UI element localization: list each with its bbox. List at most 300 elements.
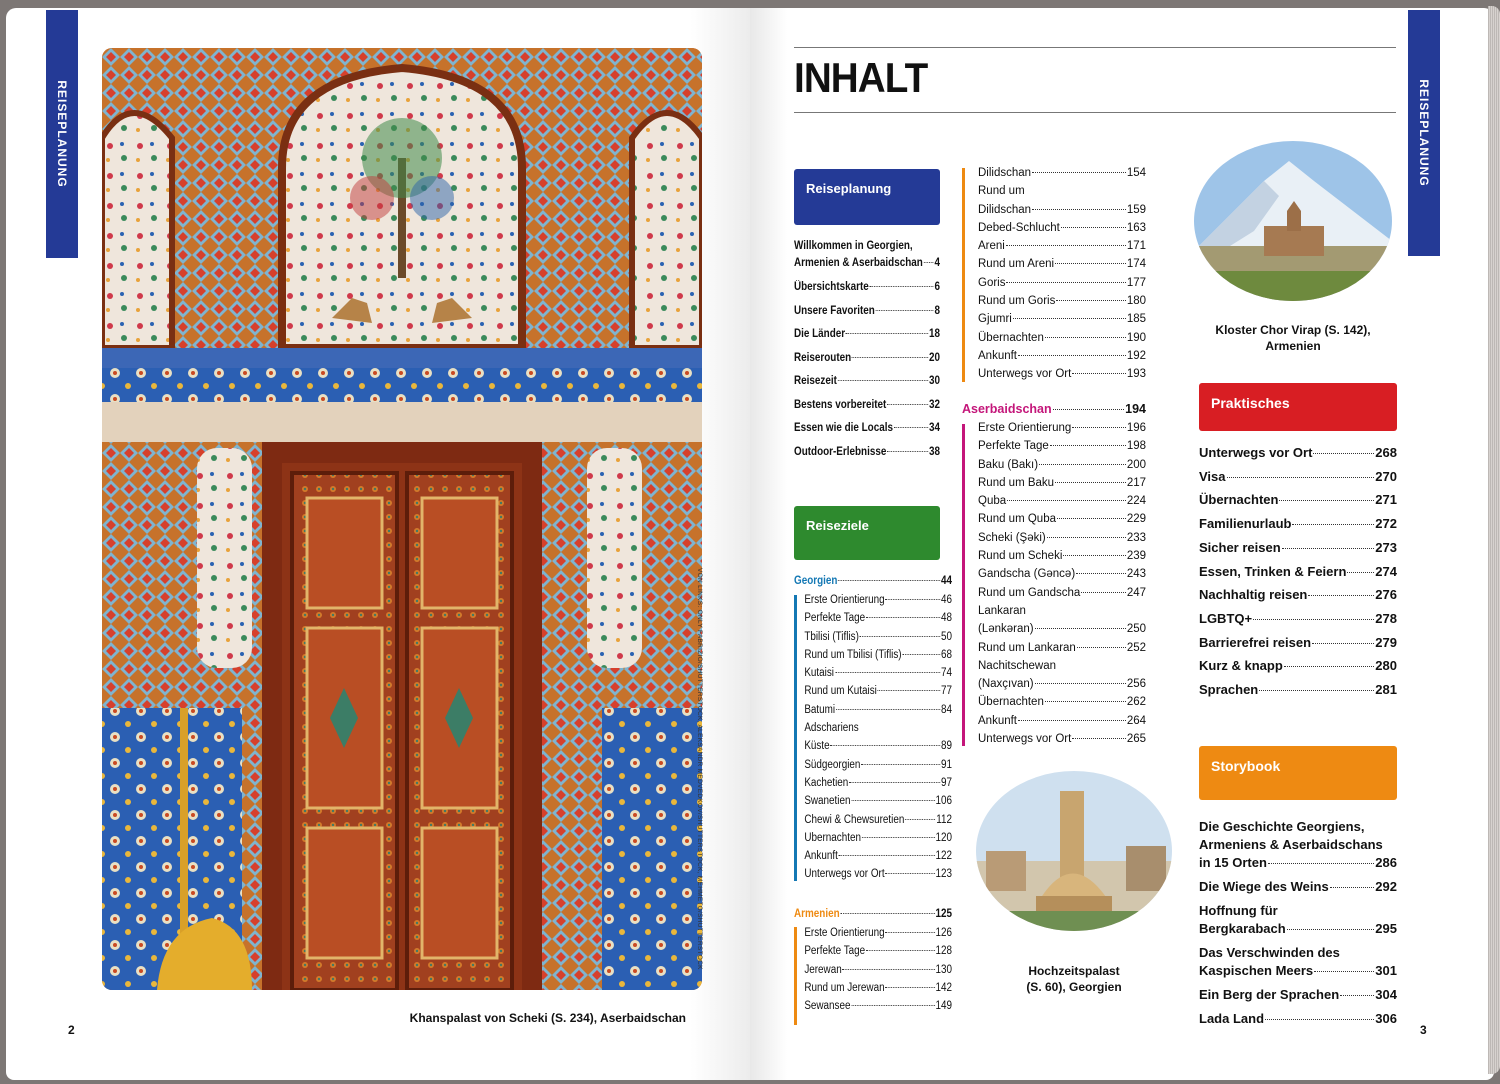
toc-entry[interactable] [794, 701, 952, 719]
toc-entry-label: Barrierefrei reisen [1199, 634, 1312, 650]
toc-entry-page: 77 [941, 685, 953, 698]
photo-caption: Khanspalast von Scheki (S. 234), Aserbaidschan [409, 1011, 686, 1025]
toc-leader-dots [1077, 647, 1126, 648]
toc-entry-page: 74 [941, 667, 953, 680]
toc-entry-label: Sprachen [1199, 682, 1259, 698]
toc-entry-page: 192 [1126, 349, 1146, 362]
toc-entry-label: Die Länder [794, 328, 846, 340]
toc-row [804, 682, 952, 700]
toc-row [804, 774, 952, 792]
toc-entry-label: Nachhaltig reisen [1199, 587, 1308, 603]
toc-entry-page: 265 [1126, 733, 1146, 746]
toc-leader-dots [924, 262, 934, 263]
toc-row [1199, 607, 1397, 631]
toc-entry[interactable] [1199, 488, 1397, 512]
toc-leader-dots [885, 932, 934, 933]
toc-entry-label: Bestens vorbereitet [794, 398, 887, 411]
toc-row [794, 417, 940, 441]
toc-entry[interactable] [962, 712, 1146, 730]
toc-entry-page: 194 [1125, 402, 1146, 416]
toc-entry-page: 91 [941, 758, 953, 771]
toc-entry[interactable] [962, 584, 1146, 602]
toc-entry-label: LGBTQ+ [1199, 610, 1253, 626]
toc-entry[interactable] [978, 329, 1146, 347]
toc-entry-page: 97 [941, 776, 953, 789]
toc-leader-dots [887, 404, 928, 405]
toc-entry[interactable] [794, 591, 952, 609]
toc-row [1199, 488, 1397, 512]
toc-entry-page: 274 [1375, 563, 1397, 579]
toc-row [1199, 631, 1397, 655]
toc-row [804, 979, 952, 997]
toc-entry-page: 224 [1126, 495, 1146, 508]
section-side-tab [46, 10, 78, 258]
toc-row [978, 474, 1146, 492]
toc-georgien [794, 571, 952, 884]
toc-entry[interactable] [794, 979, 952, 997]
toc-row [804, 628, 952, 646]
toc-entry-label: Familienurlaub [1199, 516, 1292, 532]
toc-entry[interactable] [1199, 878, 1397, 896]
toc-leader-dots [1057, 518, 1126, 519]
toc-entry-label: Perfekte Tage [978, 440, 1049, 453]
toc-entry[interactable] [978, 365, 1146, 383]
toc-entry-page: 89 [941, 740, 953, 753]
toc-leader-dots [1006, 282, 1125, 283]
toc-leader-dots [1072, 738, 1126, 739]
toc-entry-page: 278 [1375, 610, 1397, 626]
toc-leader-dots [876, 310, 934, 311]
toc-row [794, 347, 940, 371]
toc-row [804, 865, 952, 883]
toc-leader-dots [878, 690, 940, 691]
toc-row [978, 255, 1146, 273]
toc-row [794, 441, 940, 465]
toc-entry-label: Rund um Gandscha [978, 586, 1081, 599]
toc-row [978, 219, 1146, 237]
toc-entry[interactable] [1199, 607, 1397, 631]
toc-entry-label: Rund um Baku [978, 476, 1055, 489]
toc-row [804, 792, 952, 810]
toc-leader-dots [1072, 427, 1125, 428]
side-tab-label: REISEPLANUNG [55, 80, 69, 188]
toc-leader-dots [1063, 555, 1125, 556]
toc-entry-page: 171 [1126, 240, 1146, 253]
toc-entry-page: 48 [941, 612, 953, 625]
toc-entry[interactable] [794, 417, 940, 441]
title-rule-bottom [794, 112, 1396, 113]
toc-entry-label: Rund um Quba [978, 513, 1056, 526]
aserbaidschan-color-bar [962, 424, 965, 746]
section-label: Praktisches [1211, 395, 1290, 411]
toc-entry[interactable] [962, 547, 1146, 565]
toc-row [1199, 1010, 1397, 1028]
toc-entry-page: 122 [935, 850, 953, 863]
toc-row [794, 276, 940, 300]
toc-row [804, 646, 952, 664]
page-number: 3 [1420, 1023, 1427, 1037]
toc-entry-label: Rund um Tbilisi (Tiflis) [804, 648, 902, 661]
toc-entry[interactable] [794, 847, 952, 865]
toc-leader-dots [1265, 1019, 1374, 1020]
armenien-color-bar [794, 927, 797, 1025]
toc-entry[interactable] [794, 829, 952, 847]
toc-entry-label: Ankunft [804, 850, 838, 863]
section-header-reiseziele [794, 506, 940, 560]
toc-entry-page: 125 [935, 908, 953, 920]
toc-entry-page: 149 [935, 1000, 953, 1013]
toc-row [1199, 465, 1397, 489]
toc-row [978, 675, 1146, 693]
toc-entry[interactable] [794, 394, 940, 418]
toc-entry-label: Armenien & Aserbaidschan [794, 257, 923, 269]
toc-entry-page: 163 [1126, 221, 1146, 234]
toc-entry-page: 44 [941, 575, 953, 587]
toc-entry[interactable] [1199, 944, 1397, 980]
toc-entry[interactable] [794, 961, 952, 979]
toc-entry-label: Quba [978, 495, 1007, 508]
toc-entry-page: 250 [1126, 623, 1146, 636]
toc-leader-dots [1032, 209, 1126, 210]
toc-entry-page: 128 [935, 945, 953, 958]
toc-entry[interactable] [962, 639, 1146, 657]
section-header-reiseplanung [794, 169, 940, 225]
toc-entry-label: Kurz & knapp [1199, 658, 1283, 674]
toc-entry[interactable] [962, 657, 1146, 694]
toc-entry-page: 252 [1126, 641, 1146, 654]
toc-entry[interactable] [794, 664, 952, 682]
toc-storybook [1199, 818, 1397, 1034]
chor-virap-photo [1194, 141, 1392, 301]
toc-entry-label-line: Hoffnung für [1199, 903, 1278, 918]
toc-entry[interactable] [962, 602, 1146, 639]
toc-row [1199, 560, 1397, 584]
toc-entry[interactable] [794, 370, 940, 394]
toc-entry-page: 247 [1126, 586, 1146, 599]
toc-row [804, 997, 952, 1015]
caption-line: (S. 60), Georgien [1026, 980, 1122, 994]
toc-leader-dots [1287, 929, 1375, 930]
toc-leader-dots [870, 286, 934, 287]
toc-leader-dots [1347, 572, 1374, 573]
toc-entry[interactable] [962, 474, 1146, 492]
toc-entry-label: Perfekte Tage [804, 612, 866, 625]
toc-entry-page: 50 [941, 630, 953, 643]
toc-entry-page: 273 [1375, 539, 1397, 555]
toc-leader-dots [1072, 373, 1126, 374]
toc-leader-dots [1330, 887, 1375, 888]
toc-row [794, 370, 940, 394]
toc-entry-page: 270 [1375, 468, 1397, 484]
toc-leader-dots [852, 357, 928, 358]
toc-entry[interactable] [1199, 441, 1397, 465]
toc-entry[interactable] [962, 456, 1146, 474]
toc-entry[interactable] [962, 399, 1146, 419]
georgien-color-bar [794, 595, 797, 881]
toc-entry[interactable] [962, 510, 1146, 528]
toc-entry-page: 217 [1126, 476, 1146, 489]
toc-row [978, 310, 1146, 328]
toc-entry[interactable] [962, 730, 1146, 748]
toc-entry-page: 295 [1375, 921, 1397, 936]
toc-entry[interactable] [794, 682, 952, 700]
toc-leader-dots [835, 672, 940, 673]
toc-leader-dots [885, 599, 940, 600]
section-header-praktisches [1199, 383, 1397, 431]
toc-entry-label: Übernachten [804, 831, 861, 844]
toc-entry[interactable] [1199, 631, 1397, 655]
toc-entry[interactable] [962, 529, 1146, 547]
toc-entry-label: Übernachten [978, 696, 1044, 709]
toc-leader-dots [843, 969, 935, 970]
toc-entry-page: 46 [941, 594, 953, 606]
toc-entry[interactable] [794, 774, 952, 792]
toc-leader-dots [1292, 524, 1374, 525]
toc-entry[interactable] [978, 292, 1146, 310]
toc-entry-label: Kutaisi [804, 667, 835, 680]
toc-entry[interactable] [962, 565, 1146, 583]
toc-entry[interactable] [794, 865, 952, 883]
toc-entry-label: Unterwegs vor Ort [1199, 445, 1313, 460]
toc-entry[interactable] [962, 693, 1146, 711]
toc-leader-dots [887, 451, 928, 452]
toc-entry[interactable] [978, 255, 1146, 273]
toc-leader-dots [846, 333, 928, 334]
caption-line: Kloster Chor Virap (S. 142), [1215, 323, 1371, 337]
toc-leader-dots [885, 987, 934, 988]
toc-leader-dots [1227, 477, 1375, 478]
toc-entry[interactable] [978, 164, 1146, 182]
toc-row [978, 584, 1146, 602]
toc-row [794, 300, 940, 324]
page-number: 2 [68, 1023, 75, 1037]
toc-entry[interactable] [794, 276, 940, 300]
toc-leader-dots [885, 873, 934, 874]
toc-entry-page: 68 [941, 648, 953, 661]
toc-entry[interactable] [1199, 512, 1397, 536]
page-title: INHALT [794, 54, 928, 101]
toc-row [804, 737, 952, 755]
toc-entry-label: Unterwegs vor Ort [804, 868, 885, 881]
toc-leader-dots [861, 764, 940, 765]
toc-row [978, 201, 1146, 219]
toc-entry[interactable] [794, 646, 952, 664]
toc-entry-page: 256 [1126, 678, 1146, 691]
toc-entry-label: Dilidschan [978, 203, 1032, 216]
toc-row [804, 664, 952, 682]
toc-entry-page: 174 [1126, 258, 1146, 271]
toc-armenien [794, 904, 952, 1015]
toc-entry-page: 32 [929, 398, 941, 411]
toc-entry[interactable] [1199, 536, 1397, 560]
toc-entry[interactable] [794, 904, 952, 924]
toc-entry-page: 159 [1126, 203, 1146, 216]
toc-entry[interactable] [794, 238, 940, 272]
toc-entry-page: 84 [941, 703, 953, 716]
toc-row [1199, 854, 1397, 872]
toc-entry-page: 8 [934, 304, 941, 317]
toc-leader-dots [1018, 720, 1126, 721]
toc-entry-page: 112 [936, 813, 953, 826]
toc-entry-label: Outdoor-Erlebnisse [794, 445, 887, 458]
toc-entry-label-line: Adschariens [804, 722, 859, 735]
toc-row [1199, 441, 1397, 465]
toc-entry-page: 18 [929, 328, 941, 340]
toc-entry[interactable] [794, 571, 952, 591]
toc-entry[interactable] [962, 437, 1146, 455]
toc-leader-dots [851, 1005, 934, 1006]
toc-entry-label: Rund um Scheki [978, 550, 1063, 563]
toc-entry[interactable] [794, 942, 952, 960]
toc-entry-label: Perfekte Tage [804, 945, 866, 958]
toc-entry[interactable] [1199, 678, 1397, 702]
toc-leader-dots [1340, 995, 1374, 996]
toc-entry-page: 123 [935, 868, 953, 881]
toc-entry-label: Areni [978, 240, 1005, 253]
toc-entry-page: 272 [1375, 516, 1397, 532]
toc-row [978, 529, 1146, 547]
toc-leader-dots [1308, 595, 1374, 596]
toc-entry-label-line: Das Verschwinden des [1199, 945, 1340, 960]
toc-entry[interactable] [978, 219, 1146, 237]
toc-entry[interactable] [978, 347, 1146, 365]
toc-entry-page: 281 [1375, 682, 1397, 698]
toc-leader-dots [1035, 628, 1126, 629]
toc-entry[interactable] [1199, 986, 1397, 1004]
toc-leader-dots [838, 380, 928, 381]
toc-entry-page: 185 [1126, 313, 1146, 326]
toc-entry[interactable] [978, 237, 1146, 255]
toc-entry-label: in 15 Orten [1199, 855, 1267, 870]
toc-leader-dots [1056, 300, 1125, 301]
toc-entry[interactable] [1199, 902, 1397, 938]
toc-entry-page: 243 [1126, 568, 1146, 581]
toc-entry-label: Debed-Schlucht [978, 221, 1060, 234]
toc-entry[interactable] [794, 719, 952, 756]
toc-row [978, 547, 1146, 565]
khanspalast-door-photo [102, 48, 702, 990]
toc-praktisches [1199, 441, 1397, 702]
toc-entry[interactable] [1199, 560, 1397, 584]
toc-entry-label: Erste Orientierung [978, 422, 1072, 434]
toc-entry-label: Gjumri [978, 313, 1012, 326]
toc-entry[interactable] [1199, 654, 1397, 678]
toc-row [1199, 878, 1397, 896]
toc-entry[interactable] [978, 310, 1146, 328]
toc-entry-label: Reisezeit [794, 375, 837, 387]
toc-row [794, 255, 940, 272]
toc-leader-dots [860, 636, 940, 637]
toc-entry-label: (Naxçıvan) [978, 678, 1034, 691]
toc-entry-page: 279 [1375, 634, 1397, 650]
toc-entry-page: 262 [1126, 696, 1146, 709]
toc-entry-label: Reiserouten [794, 351, 852, 364]
right-page [750, 8, 1494, 1080]
toc-entry[interactable] [794, 323, 940, 347]
toc-entry-label: Sicher reisen [1199, 539, 1281, 555]
toc-entry-page: 198 [1126, 440, 1146, 453]
toc-entry-page: 6 [934, 281, 941, 293]
toc-entry-page: 120 [935, 831, 953, 844]
toc-leader-dots [862, 837, 935, 838]
toc-entry-label: Swanetien [804, 795, 851, 808]
toc-entry[interactable] [794, 609, 952, 627]
toc-entry-label: Erste Orientierung [804, 594, 885, 606]
toc-entry[interactable] [794, 756, 952, 774]
toc-entry[interactable] [794, 792, 952, 810]
toc-leader-dots [1076, 573, 1126, 574]
toc-entry[interactable] [1199, 1010, 1397, 1028]
toc-entry[interactable] [1199, 583, 1397, 607]
toc-entry[interactable] [1199, 465, 1397, 489]
toc-entry-label: (Lənkəran) [978, 623, 1034, 636]
toc-row [804, 942, 952, 960]
toc-entry-label-line: Armeniens & Aserbaidschans [1199, 837, 1383, 852]
toc-row [978, 620, 1146, 638]
toc-entry[interactable] [794, 347, 940, 371]
toc-entry-label: Erste Orientierung [804, 927, 885, 939]
chor-virap-caption [1194, 322, 1392, 354]
toc-entry-label: Dilidschan [978, 167, 1032, 179]
toc-entry[interactable] [794, 811, 952, 829]
toc-entry-page: 292 [1375, 879, 1397, 894]
toc-entry[interactable] [978, 274, 1146, 292]
hochzeitspalast-photo [976, 771, 1172, 931]
toc-entry-page: 20 [929, 351, 941, 364]
toc-entry[interactable] [794, 441, 940, 465]
toc-entry-page: 142 [935, 981, 953, 994]
toc-entry-page: 4 [934, 257, 941, 269]
toc-entry-label: Unterwegs vor Ort [978, 733, 1072, 746]
toc-row [794, 904, 952, 924]
toc-entry-label: Übernachten [1199, 492, 1279, 508]
toc-row [804, 591, 952, 609]
toc-entry-label: Chewi & Chewsuretien [804, 813, 905, 826]
toc-entry[interactable] [1199, 818, 1397, 872]
toc-entry-label: Rund um Areni [978, 258, 1055, 271]
toc-leader-dots [866, 950, 935, 951]
toc-leader-dots [1259, 690, 1374, 691]
toc-row [804, 924, 952, 942]
toc-entry-page: 200 [1126, 458, 1146, 471]
toc-row [978, 292, 1146, 310]
toc-entry[interactable] [794, 924, 952, 942]
toc-entry[interactable] [794, 997, 952, 1015]
toc-row [1199, 512, 1397, 536]
toc-row [978, 712, 1146, 730]
toc-row [978, 237, 1146, 255]
toc-row [804, 847, 952, 865]
toc-entry[interactable] [962, 492, 1146, 510]
toc-entry-label: Jerewan [804, 963, 842, 976]
toc-entry-page: 280 [1375, 658, 1397, 674]
toc-row [978, 437, 1146, 455]
toc-leader-dots [1284, 666, 1375, 667]
toc-leader-dots [1018, 355, 1126, 356]
toc-leader-dots [836, 709, 940, 710]
toc-entry[interactable] [978, 182, 1146, 219]
toc-row [1199, 920, 1397, 938]
toc-entry[interactable] [794, 628, 952, 646]
toc-row [804, 961, 952, 979]
toc-leader-dots [1081, 592, 1126, 593]
toc-leader-dots [839, 855, 935, 856]
toc-row [804, 811, 952, 829]
toc-entry-label: Lada Land [1199, 1011, 1265, 1026]
toc-entry[interactable] [794, 300, 940, 324]
toc-entry[interactable] [962, 419, 1146, 437]
toc-leader-dots [1006, 245, 1126, 246]
